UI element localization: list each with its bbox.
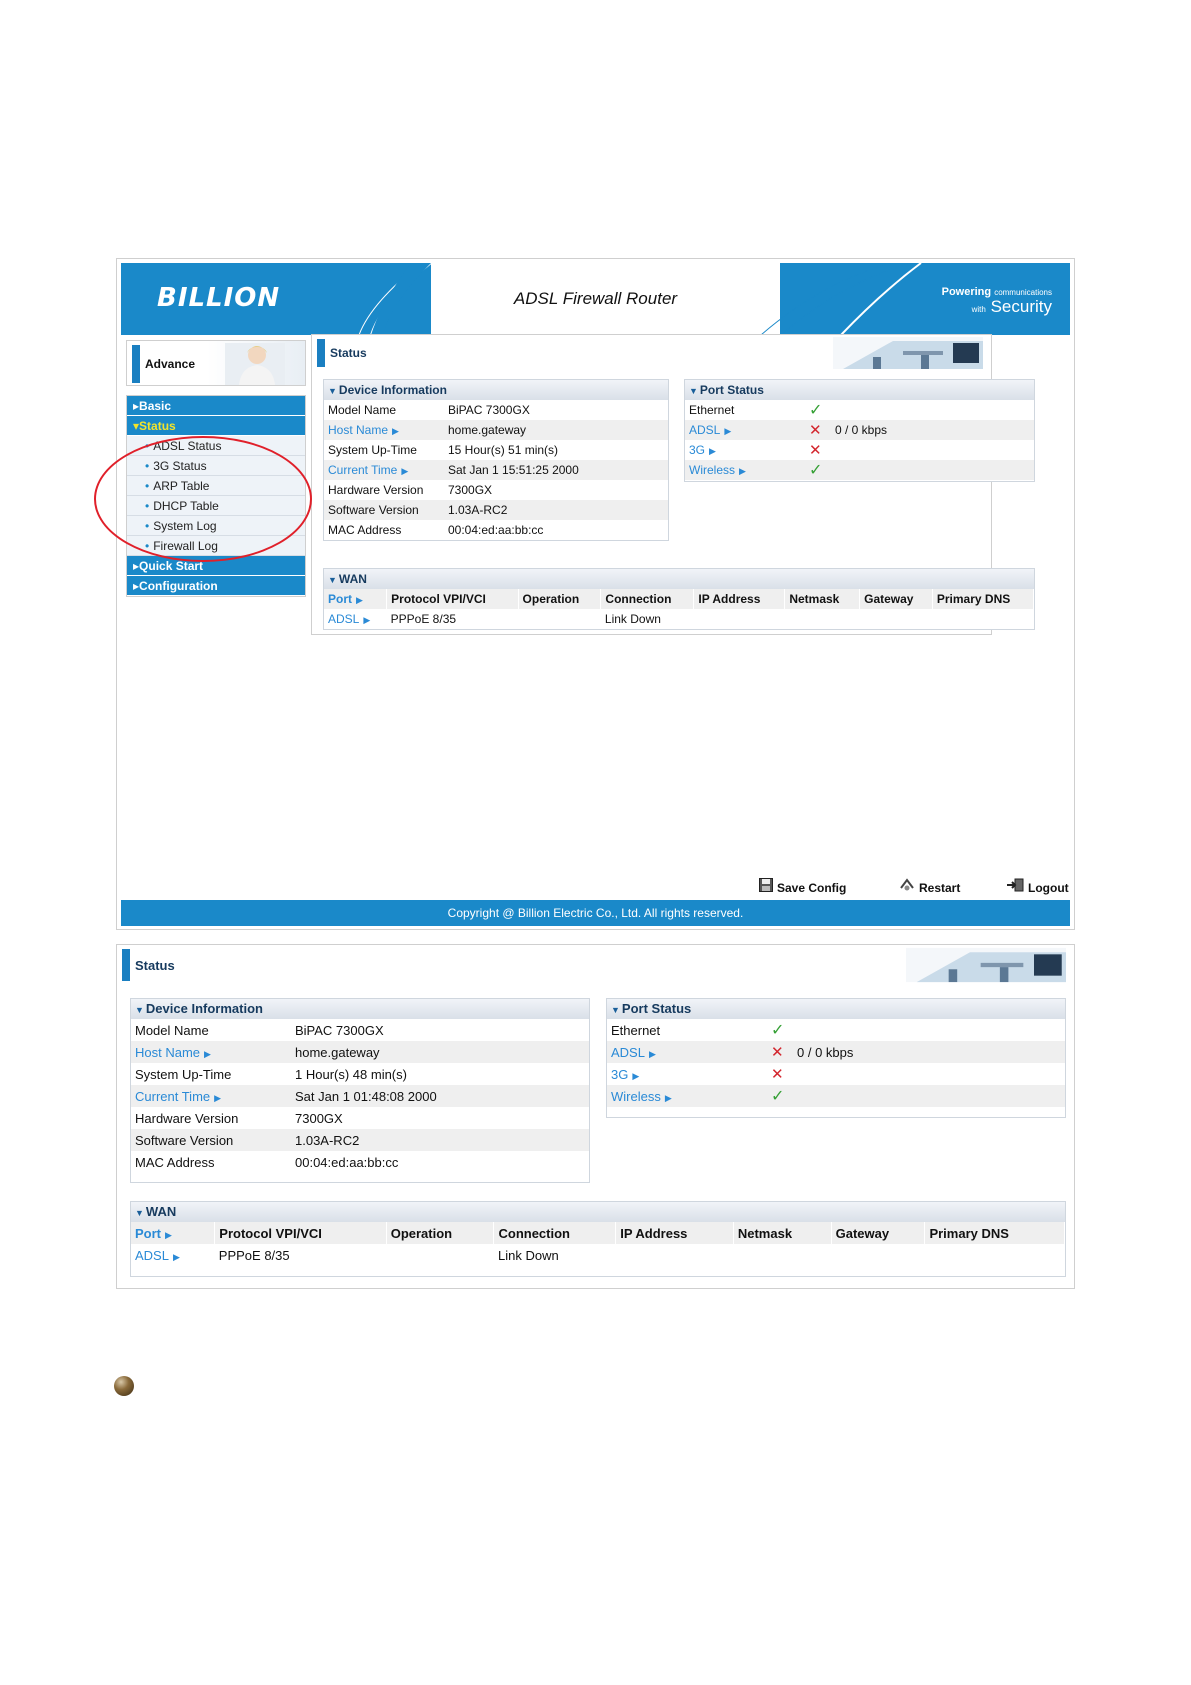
wan-cell	[831, 1244, 925, 1266]
sidebar-item-quick-start[interactable]: ▸Quick Start	[127, 556, 305, 576]
check-icon: ✓	[771, 1088, 785, 1105]
device-info-value: 1 Hour(s) 48 min(s)	[295, 1066, 407, 1082]
caret-down-icon: ▾	[133, 419, 140, 433]
arrow-right-icon: ▶	[204, 1048, 211, 1059]
restart-icon	[899, 878, 915, 895]
sidebar-item-system-log[interactable]: • System Log	[127, 516, 305, 536]
device-info-value: 7300GX	[295, 1110, 343, 1126]
device-information-table	[324, 400, 668, 540]
sidebar-item-adsl-status[interactable]: • ADSL Status	[127, 436, 305, 456]
router-screenshot-full	[116, 258, 1075, 930]
sidebar-item-arp-table[interactable]: • ARP Table	[127, 476, 305, 496]
product-title: ADSL Firewall Router	[513, 289, 678, 308]
table-row	[324, 400, 668, 420]
table-row	[324, 440, 668, 460]
sidebar-item-status[interactable]: ▾Status	[127, 416, 305, 436]
wan-table	[324, 589, 1034, 629]
wan-port-header-link[interactable]: Port ▶	[131, 1222, 215, 1244]
device-info-link[interactable]: Host Name ▶	[324, 420, 444, 440]
wan-column-header: Gateway	[860, 589, 933, 609]
table-row	[324, 480, 668, 500]
bullet-dot-icon: •	[145, 459, 150, 473]
device-info-label: MAC Address	[328, 523, 402, 537]
device-info-value: home.gateway	[444, 420, 668, 440]
port-rate	[831, 460, 1034, 480]
device-info-value: 00:04:ed:aa:bb:cc	[448, 523, 544, 537]
wan-column-header: Gateway	[831, 1222, 925, 1244]
wan-column-header: Operation	[518, 589, 601, 609]
tagline: Powering communications with Security	[941, 286, 1052, 316]
wan-cell: Link Down	[497, 1247, 559, 1263]
table-row	[131, 1107, 589, 1129]
port-label: Ethernet	[689, 403, 735, 417]
panel-title: Status	[135, 958, 175, 973]
port-link[interactable]: ADSL ▶	[685, 420, 805, 440]
port-rate	[831, 440, 1034, 460]
arrow-right-icon: ▶	[632, 1070, 640, 1081]
bullet-dot-icon: •	[145, 499, 150, 513]
bullet-dot-icon: •	[145, 539, 150, 553]
wan-cell	[860, 609, 933, 629]
device-info-label: MAC Address	[135, 1154, 215, 1170]
wan-section: ▼ WAN Port ▶ Protocol VPI/VCI Operation Connection IP Address Netmask Gateway Primary DNS ADSL ▶ PPPoE 8/35 Link Down	[323, 568, 1035, 630]
table-row	[324, 520, 668, 540]
arrow-right-icon: ▶	[165, 1229, 172, 1240]
device-information-section: ▼ Device Information Model Name BiPAC 7300GX Host Name ▶ home.gateway System Up-Time 1 Hour(s) 48 min(s) Current Time ▶ Sat Jan 1 01:48:08 2000 Hardware Version 7300GX Software Version 1.03A-RC2 MAC Address 00:04:ed:aa:bb:cc	[130, 998, 590, 1183]
device-information-table	[131, 1019, 589, 1173]
device-info-value: 00:04:ed:aa:bb:cc	[295, 1154, 399, 1170]
table-row	[607, 1019, 1065, 1041]
device-info-label: System Up-Time	[135, 1066, 232, 1082]
table-row	[685, 420, 1034, 440]
wan-cell	[785, 609, 860, 629]
check-icon: ✓	[809, 462, 823, 479]
wan-cell	[932, 609, 1033, 629]
wan-port-link[interactable]: ADSL ▶	[135, 1247, 180, 1263]
wan-header-row	[324, 589, 1034, 609]
wan-column-header: Netmask	[785, 589, 860, 609]
collapse-triangle-icon[interactable]: ▼	[135, 1005, 144, 1015]
sidebar-item-dhcp-table[interactable]: • DHCP Table	[127, 496, 305, 516]
table-row	[324, 420, 668, 440]
office-image-icon	[833, 337, 983, 369]
caret-right-icon: ▸	[133, 579, 140, 593]
cross-icon: ✕	[771, 1044, 784, 1061]
port-link[interactable]: 3G ▶	[611, 1066, 640, 1082]
wan-cell	[386, 1244, 494, 1266]
wan-port-link[interactable]: ADSL ▶	[328, 612, 371, 626]
footer-actions	[121, 875, 1070, 897]
sidebar-item-basic[interactable]: ▸Basic	[127, 396, 305, 416]
panel-title: Status	[330, 346, 367, 360]
table-row	[324, 609, 1034, 629]
port-rate: 0 / 0 kbps	[831, 420, 1034, 440]
wan-column-header: Operation	[386, 1222, 494, 1244]
port-rate: 0 / 0 kbps	[793, 1041, 1065, 1063]
table-row	[324, 500, 668, 520]
arrow-right-icon: ▶	[172, 1251, 180, 1262]
arrow-right-icon: ▶	[709, 446, 716, 456]
header-banner	[121, 263, 1070, 335]
collapse-triangle-icon[interactable]: ▼	[328, 386, 337, 396]
wan-column-header: Connection	[601, 589, 694, 609]
device-info-value: 15 Hour(s) 51 min(s)	[448, 443, 559, 457]
collapse-triangle-icon[interactable]: ▼	[611, 1005, 620, 1015]
wan-column-header: IP Address	[694, 589, 785, 609]
check-icon: ✓	[771, 1022, 785, 1039]
wan-port-header-link[interactable]: Port ▶	[324, 589, 387, 609]
collapse-triangle-icon[interactable]: ▼	[135, 1208, 144, 1218]
port-rate	[793, 1063, 1065, 1085]
port-status-section: ▼ Port Status Ethernet ✓ ADSL ▶ ✕ 0 / 0 kbps 3G ▶ ✕ Wireless ▶ ✓	[606, 998, 1066, 1118]
logout-icon	[1006, 878, 1024, 895]
caret-right-icon: ▸	[133, 559, 140, 573]
table-row	[131, 1129, 589, 1151]
sidebar-item-firewall-log[interactable]: • Firewall Log	[127, 536, 305, 556]
copyright-bar: Copyright @ Billion Electric Co., Ltd. All rights reserved.	[121, 900, 1070, 926]
table-row	[607, 1063, 1065, 1085]
table-row	[131, 1151, 589, 1173]
office-image-icon	[906, 947, 1066, 983]
collapse-triangle-icon[interactable]: ▼	[328, 575, 337, 585]
wan-column-header: IP Address	[616, 1222, 734, 1244]
port-link[interactable]: Wireless ▶	[685, 460, 805, 480]
person-photo-icon	[225, 343, 285, 385]
arrow-right-icon: ▶	[739, 466, 746, 476]
device-info-link[interactable]: Host Name ▶	[131, 1041, 291, 1063]
device-info-value: BiPAC 7300GX	[448, 403, 530, 417]
cross-icon: ✕	[771, 1066, 784, 1083]
device-info-label: Software Version	[324, 500, 444, 520]
sidebar-item-configuration[interactable]: ▸Configuration	[127, 576, 305, 596]
table-row	[324, 460, 668, 480]
arrow-right-icon: ▶	[356, 595, 363, 605]
wan-column-header: Protocol VPI/VCI	[215, 1222, 386, 1244]
device-information-section: ▼ Device Information Model Name BiPAC 7300GX Host Name ▶ home.gateway System Up-Time 15 Hour(s) 51 min(s) Current Time ▶ Sat Jan 1 15:51:25 2000 Hardware Version 7300GX Software Version 1.03A-RC2 MAC Address 00:04:ed:aa:bb:cc	[323, 379, 669, 541]
port-link[interactable]: 3G ▶	[689, 443, 716, 457]
wan-cell	[733, 1244, 831, 1266]
wan-column-header: Protocol VPI/VCI	[387, 589, 518, 609]
caret-right-icon: ▸	[133, 399, 140, 413]
collapse-triangle-icon[interactable]: ▼	[689, 386, 698, 396]
wan-cell: PPPoE 8/35	[218, 1247, 290, 1263]
port-label: Ethernet	[611, 1022, 661, 1038]
port-link[interactable]: ADSL ▶	[607, 1041, 767, 1063]
wan-cell: PPPoE 8/35	[390, 612, 457, 626]
logout-button[interactable]: Logout	[1006, 878, 1069, 895]
wan-cell	[925, 1244, 1065, 1266]
device-info-value: BiPAC 7300GX	[295, 1022, 384, 1038]
arrow-right-icon: ▶	[214, 1092, 222, 1103]
wan-column-header: Netmask	[733, 1222, 831, 1244]
device-info-label: System Up-Time	[328, 443, 417, 457]
table-row	[607, 1041, 1065, 1063]
device-info-label: Hardware Version	[135, 1110, 239, 1126]
table-row	[685, 440, 1034, 460]
bullet-dot-icon: •	[145, 519, 150, 533]
device-info-value: Sat Jan 1 01:48:08 2000	[291, 1085, 589, 1107]
arrow-right-icon: ▶	[392, 426, 399, 436]
arrow-right-icon: ▶	[648, 1048, 656, 1059]
table-row	[131, 1041, 589, 1063]
port-status-section: ▼ Port Status Ethernet ✓ ADSL ▶ ✕ 0 / 0 kbps 3G ▶ ✕ Wireless ▶ ✓	[684, 379, 1035, 482]
wan-cell: Link Down	[604, 612, 661, 626]
device-info-value: 1.03A-RC2	[444, 500, 668, 520]
device-info-value: Sat Jan 1 15:51:25 2000	[444, 460, 668, 480]
table-row	[131, 1085, 589, 1107]
table-row	[131, 1063, 589, 1085]
port-rate	[793, 1019, 1065, 1041]
wan-cell	[518, 609, 601, 629]
port-link[interactable]: Wireless ▶	[607, 1085, 767, 1107]
table-row	[685, 400, 1034, 420]
wan-header-row	[131, 1222, 1065, 1244]
save-config-button[interactable]: Save Config	[759, 878, 846, 895]
arrow-right-icon: ▶	[401, 466, 409, 476]
port-rate	[793, 1085, 1065, 1107]
device-info-label: Model Name	[135, 1022, 209, 1038]
wan-cell	[616, 1244, 734, 1266]
arrow-right-icon: ▶	[363, 615, 371, 625]
floppy-icon	[759, 878, 773, 895]
device-info-link[interactable]: Current Time ▶	[131, 1085, 291, 1107]
table-row	[131, 1244, 1065, 1266]
bullet-icon	[114, 1376, 134, 1396]
device-info-label: Software Version	[131, 1129, 291, 1151]
device-info-value: 7300GX	[448, 483, 493, 497]
device-info-value: 1.03A-RC2	[291, 1129, 589, 1151]
status-panel	[311, 334, 1011, 635]
advance-header: Advance	[126, 340, 306, 386]
sidebar-item-3g-status[interactable]: • 3G Status	[127, 456, 305, 476]
highlight-oval	[94, 436, 312, 562]
wan-column-header: Primary DNS	[925, 1222, 1065, 1244]
status-panel-zoom	[117, 945, 1074, 1288]
arrow-right-icon: ▶	[664, 1092, 672, 1103]
wan-column-header: Connection	[494, 1222, 616, 1244]
wan-section: ▼ WAN Port ▶ Protocol VPI/VCI Operation Connection IP Address Netmask Gateway Primary DNS ADSL ▶ PPPoE 8/35 Link Down	[130, 1201, 1066, 1277]
bullet-dot-icon: •	[145, 439, 150, 453]
status-screenshot-zoom	[116, 944, 1075, 1289]
port-status-table	[607, 1019, 1065, 1107]
cross-icon: ✕	[809, 442, 822, 459]
port-status-table	[685, 400, 1034, 480]
billion-logo: BILLION	[157, 283, 281, 313]
wan-table	[131, 1222, 1065, 1266]
wan-cell	[694, 609, 785, 629]
check-icon: ✓	[809, 402, 823, 419]
table-row	[607, 1085, 1065, 1107]
device-info-label: Hardware Version	[328, 483, 424, 497]
wan-column-header: Primary DNS	[932, 589, 1033, 609]
cross-icon: ✕	[809, 422, 822, 439]
bullet-dot-icon: •	[145, 479, 150, 493]
device-info-label: Model Name	[328, 403, 397, 417]
port-rate	[831, 400, 1034, 420]
arrow-right-icon: ▶	[724, 426, 732, 436]
device-info-value: home.gateway	[291, 1041, 589, 1063]
device-info-link[interactable]: Current Time ▶	[324, 460, 444, 480]
restart-button[interactable]: Restart	[899, 878, 960, 895]
table-row	[131, 1019, 589, 1041]
table-row	[685, 460, 1034, 480]
